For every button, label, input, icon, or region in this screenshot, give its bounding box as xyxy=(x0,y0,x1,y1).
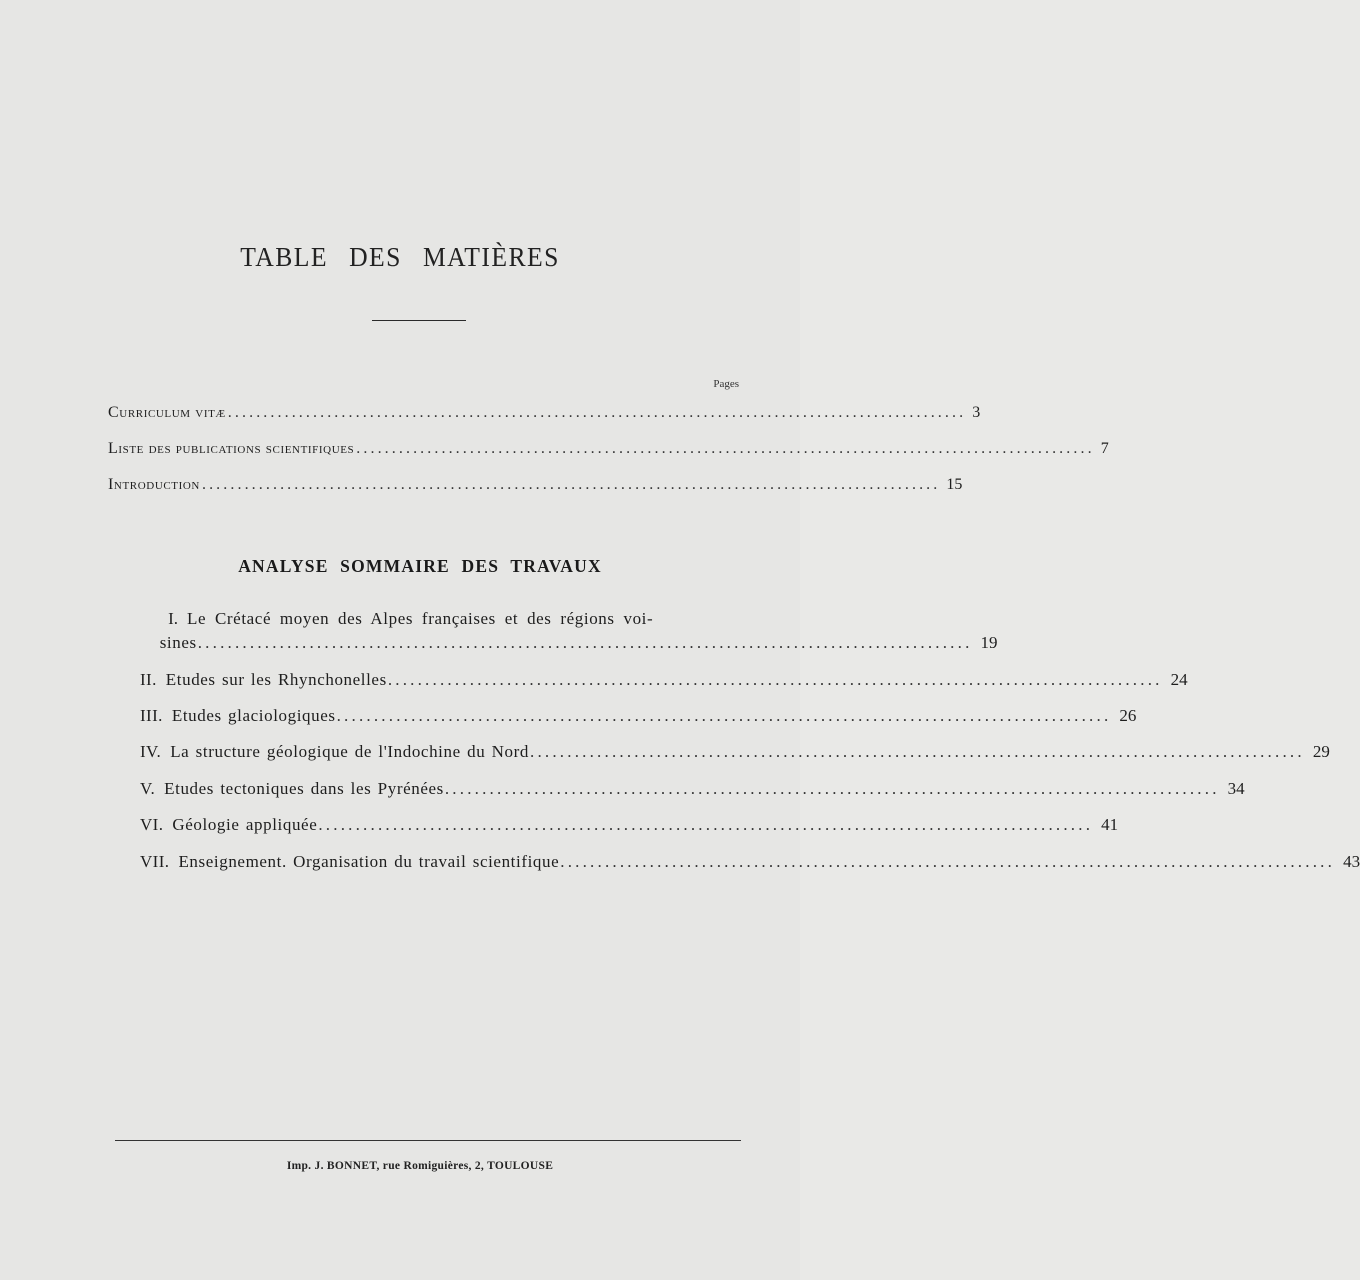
leader-dots: ........................................................................................................ xyxy=(227,404,967,421)
leader-dots: ........................................................................................................ xyxy=(318,815,1094,834)
toc-entry-page: 15 xyxy=(946,476,963,493)
section-heading: ANALYSE SOMMAIRE DES TRAVAUX xyxy=(238,556,602,576)
item-page: 19 xyxy=(980,633,998,652)
item-number: VII. xyxy=(140,852,170,871)
item-page: 26 xyxy=(1119,706,1137,725)
item-text: Enseignement. Organisation du travail scientifique xyxy=(178,852,560,871)
item-number: III. xyxy=(140,706,163,725)
toc-entry-label: Curriculum vitæ xyxy=(108,404,226,421)
leader-dots: ........................................................................................................ xyxy=(530,742,1305,761)
page-title: TABLE DES MATIÈRES xyxy=(240,242,560,272)
item-text: sines xyxy=(159,633,197,652)
toc-entry-page: 7 xyxy=(1100,440,1109,457)
footer-rule xyxy=(115,1140,741,1141)
item-number: IV. xyxy=(140,742,162,761)
title-rule xyxy=(372,320,466,321)
item-page: 43 xyxy=(1343,852,1360,871)
toc-entry-label: Introduction xyxy=(108,476,200,493)
leader-dots: ........................................................................................................ xyxy=(197,633,973,652)
leader-dots: ........................................................................................................ xyxy=(444,779,1220,798)
leader-dots: ........................................................................................................ xyxy=(201,476,941,493)
item-page: 41 xyxy=(1101,815,1119,834)
leader-dots: ........................................................................................................ xyxy=(356,440,1095,457)
leader-dots: ........................................................................................................ xyxy=(387,670,1163,689)
toc-entry-page: 3 xyxy=(972,404,981,421)
item-1-first-line: Le Crétacé moyen des Alpes françaises et des régions voi- xyxy=(187,609,654,628)
toc-item-6 xyxy=(140,815,1119,843)
item-number: II. xyxy=(140,670,157,689)
toc-entry-curriculum xyxy=(108,404,981,428)
toc-item-7 xyxy=(140,852,1360,880)
toc-item-3 xyxy=(140,706,1137,734)
item-text: La structure géologique de l'Indochine du Nord xyxy=(170,742,529,761)
toc-item-1 xyxy=(140,633,998,661)
item-number: VI. xyxy=(140,815,164,834)
item-page: 34 xyxy=(1227,779,1245,798)
toc-item-5 xyxy=(140,779,1245,807)
item-number: V. xyxy=(140,779,156,798)
item-page: 24 xyxy=(1170,670,1188,689)
toc-item-4 xyxy=(140,742,1330,770)
printer-imprint: Imp. J. BONNET, rue Romiguières, 2, TOULOUSE xyxy=(286,1160,554,1172)
toc-entry-introduction xyxy=(108,476,963,500)
item-number: I. xyxy=(168,609,178,628)
item-text: Etudes tectoniques dans les Pyrénées xyxy=(164,779,444,798)
toc-entry-publications xyxy=(108,440,1109,464)
item-text: Etudes glaciologiques xyxy=(171,706,336,725)
toc-entry-label: Liste des publications scientifiques xyxy=(108,440,355,457)
item-text: Etudes sur les Rhynchonelles xyxy=(165,670,387,689)
toc-item-2 xyxy=(140,670,1188,698)
pages-column-header: Pages xyxy=(713,378,739,390)
leader-dots: ........................................................................................................ xyxy=(560,852,1336,871)
leader-dots: ........................................................................................................ xyxy=(336,706,1112,725)
item-page: 29 xyxy=(1312,742,1330,761)
item-text: Géologie appliquée xyxy=(172,815,318,834)
